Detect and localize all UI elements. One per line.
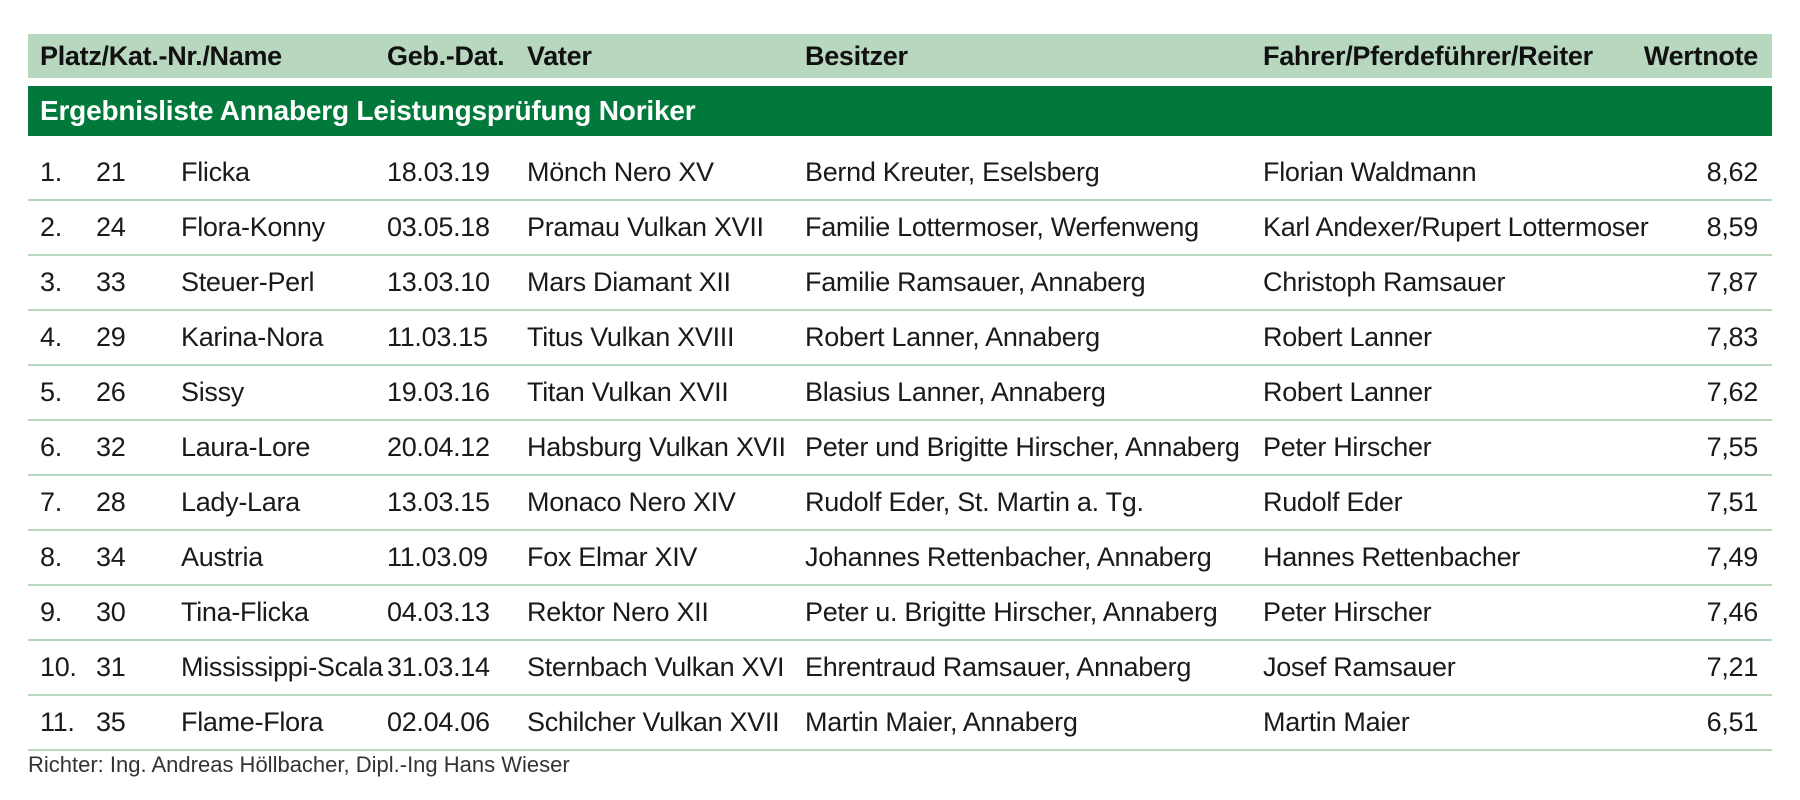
cell-vater: Rektor Nero XII: [527, 597, 709, 627]
cell-besitzer: Martin Maier, Annaberg: [805, 707, 1078, 737]
table-title: Ergebnisliste Annaberg Leistungsprüfung Noriker: [28, 86, 1772, 136]
cell-besitzer: Ehrentraud Ramsauer, Annaberg: [805, 652, 1192, 682]
cell-fahrer: Peter Hirscher: [1263, 432, 1432, 462]
cell-vater: Titan Vulkan XVII: [527, 377, 729, 407]
table-row: [28, 201, 1772, 256]
table-row: [28, 256, 1772, 311]
cell-fahrer: Florian Waldmann: [1263, 157, 1477, 187]
cell-besitzer: Blasius Lanner, Annaberg: [805, 377, 1106, 407]
cell-platz: 10.: [40, 652, 77, 682]
cell-platz: 8.: [40, 542, 62, 572]
cell-geb-dat: 20.04.12: [387, 432, 490, 462]
table-header: [28, 34, 1772, 78]
cell-fahrer: Josef Ramsauer: [1263, 652, 1456, 682]
header-platz-kat-name: Platz/Kat.-Nr./Name: [40, 40, 282, 71]
table-row: [28, 421, 1772, 476]
cell-wertnote: 8,59: [1706, 212, 1758, 242]
cell-besitzer: Bernd Kreuter, Eselsberg: [805, 157, 1100, 187]
table-body: [28, 146, 1772, 751]
cell-kat-nr: 35: [96, 707, 126, 737]
cell-vater: Pramau Vulkan XVII: [527, 212, 764, 242]
cell-name: Laura-Lore: [181, 432, 311, 462]
results-table: [28, 34, 1772, 751]
cell-geb-dat: 11.03.15: [387, 322, 488, 352]
cell-wertnote: 7,46: [1706, 597, 1758, 627]
table-row: [28, 696, 1772, 751]
cell-name: Flora-Konny: [181, 212, 325, 242]
cell-kat-nr: 26: [96, 377, 126, 407]
cell-wertnote: 7,49: [1706, 542, 1758, 572]
table-row: [28, 531, 1772, 586]
cell-geb-dat: 19.03.16: [387, 377, 490, 407]
cell-platz: 11.: [40, 707, 75, 737]
cell-vater: Fox Elmar XIV: [527, 542, 698, 572]
cell-name: Flicka: [181, 157, 250, 187]
cell-fahrer: Robert Lanner: [1263, 322, 1432, 352]
table-row: [28, 476, 1772, 531]
cell-wertnote: 8,62: [1706, 157, 1758, 187]
header-vater: Vater: [527, 40, 592, 71]
cell-kat-nr: 31: [96, 652, 126, 682]
cell-name: Karina-Nora: [181, 322, 324, 352]
cell-wertnote: 7,21: [1706, 652, 1758, 682]
cell-wertnote: 7,83: [1706, 322, 1758, 352]
cell-vater: Sternbach Vulkan XVI: [527, 652, 785, 682]
cell-besitzer: Peter u. Brigitte Hirscher, Annaberg: [805, 597, 1218, 627]
cell-vater: Mars Diamant XII: [527, 267, 731, 297]
header-wertnote: Wertnote: [1643, 40, 1758, 71]
cell-fahrer: Hannes Rettenbacher: [1263, 542, 1520, 572]
cell-vater: Schilcher Vulkan XVII: [527, 707, 780, 737]
table-row: [28, 146, 1772, 201]
cell-geb-dat: 02.04.06: [387, 707, 490, 737]
cell-platz: 1.: [40, 157, 62, 187]
cell-besitzer: Peter und Brigitte Hirscher, Annaberg: [805, 432, 1240, 462]
cell-platz: 9.: [40, 597, 62, 627]
cell-name: Sissy: [181, 377, 245, 407]
cell-kat-nr: 29: [96, 322, 126, 352]
cell-geb-dat: 11.03.09: [387, 542, 488, 572]
cell-name: Austria: [181, 542, 263, 572]
cell-wertnote: 7,87: [1706, 267, 1758, 297]
cell-name: Flame-Flora: [181, 707, 324, 737]
table-row: [28, 311, 1772, 366]
cell-fahrer: Karl Andexer/Rupert Lottermoser: [1263, 212, 1649, 242]
cell-wertnote: 7,55: [1706, 432, 1758, 462]
cell-kat-nr: 34: [96, 542, 126, 572]
cell-kat-nr: 33: [96, 267, 126, 297]
cell-platz: 3.: [40, 267, 62, 297]
cell-kat-nr: 24: [96, 212, 126, 242]
cell-fahrer: Rudolf Eder: [1263, 487, 1403, 517]
cell-platz: 5.: [40, 377, 62, 407]
cell-name: Lady-Lara: [181, 487, 300, 517]
cell-kat-nr: 28: [96, 487, 126, 517]
cell-besitzer: Johannes Rettenbacher, Annaberg: [805, 542, 1212, 572]
cell-besitzer: Familie Lottermoser, Werfenweng: [805, 212, 1199, 242]
cell-geb-dat: 13.03.15: [387, 487, 490, 517]
header-besitzer: Besitzer: [805, 40, 908, 71]
header-fahrer: Fahrer/Pferdeführer/Reiter: [1263, 40, 1593, 71]
cell-wertnote: 6,51: [1706, 707, 1758, 737]
cell-kat-nr: 30: [96, 597, 126, 627]
cell-vater: Titus Vulkan XVIII: [527, 322, 735, 352]
cell-kat-nr: 32: [96, 432, 126, 462]
cell-name: Mississippi-Scala: [181, 652, 383, 682]
cell-fahrer: Peter Hirscher: [1263, 597, 1432, 627]
cell-wertnote: 7,62: [1706, 377, 1758, 407]
cell-besitzer: Rudolf Eder, St. Martin a. Tg.: [805, 487, 1144, 517]
cell-vater: Mönch Nero XV: [527, 157, 714, 187]
header-geb-dat: Geb.-Dat.: [387, 40, 505, 71]
cell-wertnote: 7,51: [1706, 487, 1758, 517]
cell-geb-dat: 03.05.18: [387, 212, 490, 242]
cell-platz: 2.: [40, 212, 62, 242]
cell-platz: 4.: [40, 322, 62, 352]
cell-geb-dat: 04.03.13: [387, 597, 490, 627]
cell-platz: 6.: [40, 432, 62, 462]
cell-geb-dat: 13.03.10: [387, 267, 490, 297]
cell-name: Tina-Flicka: [181, 597, 309, 627]
cell-vater: Habsburg Vulkan XVII: [527, 432, 786, 462]
table-row: [28, 366, 1772, 421]
cell-platz: 7.: [40, 487, 62, 517]
cell-besitzer: Robert Lanner, Annaberg: [805, 322, 1100, 352]
table-row: [28, 641, 1772, 696]
cell-fahrer: Martin Maier: [1263, 707, 1410, 737]
cell-kat-nr: 21: [96, 157, 126, 187]
cell-vater: Monaco Nero XIV: [527, 487, 736, 517]
cell-name: Steuer-Perl: [181, 267, 315, 297]
cell-geb-dat: 31.03.14: [387, 652, 490, 682]
footnote-judges: Richter: Ing. Andreas Höllbacher, Dipl.-Ing Hans Wieser: [28, 752, 570, 777]
cell-fahrer: Robert Lanner: [1263, 377, 1432, 407]
cell-fahrer: Christoph Ramsauer: [1263, 267, 1506, 297]
cell-geb-dat: 18.03.19: [387, 157, 490, 187]
cell-besitzer: Familie Ramsauer, Annaberg: [805, 267, 1146, 297]
table-row: [28, 586, 1772, 641]
